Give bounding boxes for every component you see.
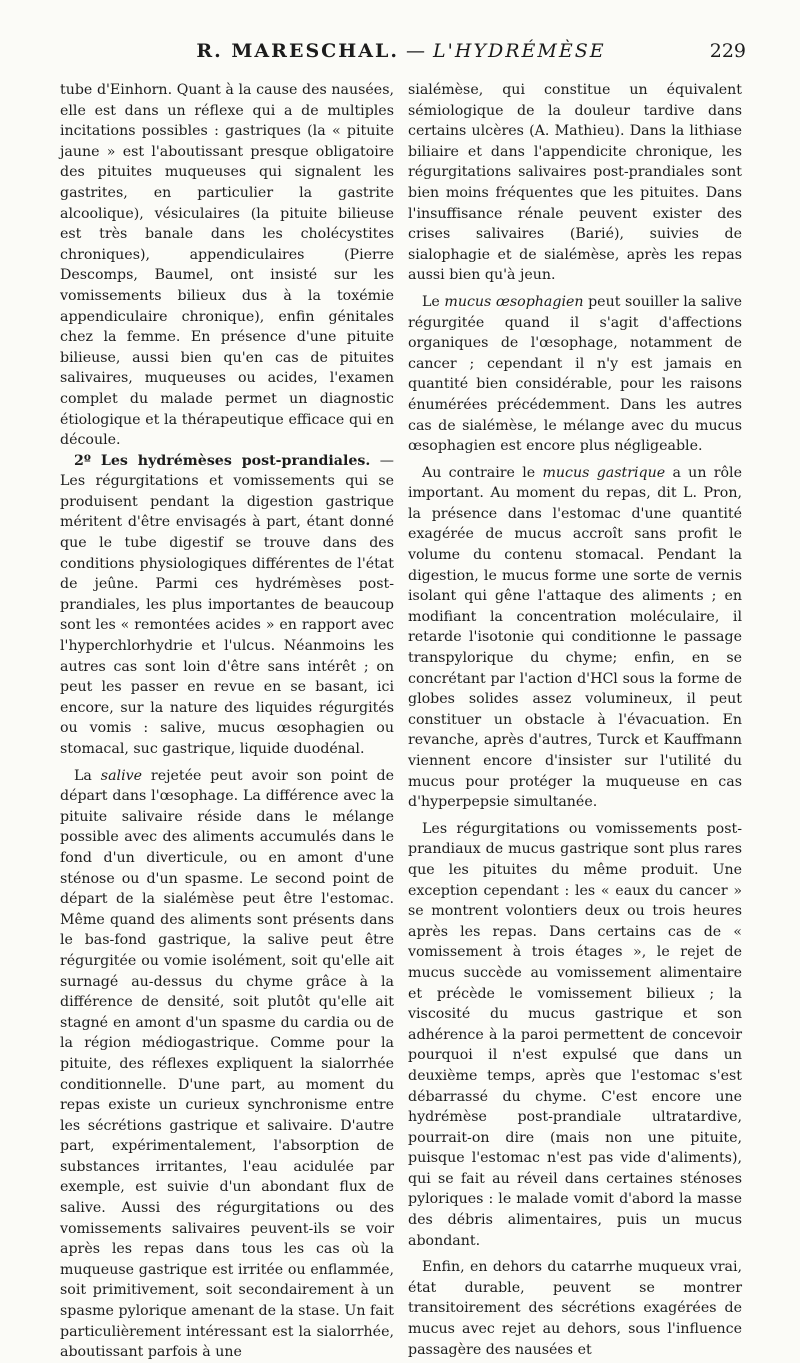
paragraph-salive: [60, 766, 394, 1363]
left-column: [60, 80, 394, 1363]
paragraph-text: — Les régurgitations et vomissements qui se produisent pendant la digestion gastrique méritent d'être envisagés à part, étant donné que le tube digestif se trouve dans des conditions physiologiques différentes de l'état de jeûne. Parmi ces hydrémèses post-prandiales, les plus importantes de beaucoup sont les « remontées acides » en rapport avec l'hyperchlorhydrie et l'ulcus. Néanmoins les autres cas sont loin d'être sans intérêt ; on peut les passer en revue en se basant, ici encore, sur la nature des liquides régurgités ou vomis : salive, mucus œsophagien ou stomacal, suc gastrique, liquide duodénal.: [60, 452, 394, 757]
paragraph-start: Le: [422, 293, 445, 310]
paragraph-mucus-gastrique: [408, 463, 742, 813]
paragraph-mucus-oesophagien: [408, 292, 742, 457]
running-title-separator: —: [398, 40, 434, 62]
paragraph-start: Au contraire le: [422, 464, 543, 481]
emphasis-term: mucus gastrique: [542, 464, 666, 481]
paragraph: tube d'Einhorn. Quant à la cause des nausées, elle est dans un réflexe qui a de multiples incitations possibles : gastriques (la « pituite jaune » est l'aboutissant presque obligatoire des pituites muqueuses qui signalent les gastrites, en particulier la gastrite alcoolique), vésiculaires (la pituite bilieuse est très banale dans les cholécystites chroniques), appendiculaires (Pierre Descomps, Baumel, ont insisté sur les vomissements bilieux dus à la toxémie appendiculaire chronique), enfin génitales chez la femme. En présence d'une pituite bilieuse, aussi bien qu'en cas de pituites salivaires, muqueuses ou acides, l'examen complet du malade permet un diagnostic étiologique et la thérapeutique efficace qui en découle.: [60, 82, 394, 449]
page-header: [56, 40, 746, 70]
paragraph-text: rejetée peut avoir son point de départ dans l'œsophage. La différence avec la pituite salivaire réside dans le mélange possible avec des aliments accumulés dans le fond d'un diverticule, ou en amont d'une sténose ou d'un spasme. Le second point de départ de la sialémèse peut être l'estomac. Même quand des aliments sont présents dans le bas-fond gastrique, la salive peut être régurgitée ou vomie isolément, soit qu'elle ait surnagé au-dessus du chyme grâce à la différence de densité, soit plutôt qu'elle ait stagné en amont d'un spasme du cardia ou de la région médiogastrique. Comme pour la pituite, des réflexes expliquent la sialorrhée conditionnelle. D'une part, au moment du repas existe un curieux synchronisme entre les sécrétions gastrique et salivaire. D'autre part, expérimentalement, l'absorption de substances irritantes, l'eau acidulée par exemple, est suivie d'un abondant flux de salive. Aussi des régurgitations ou des vomissements salivaires peuvent-ils se voir après les repas dans tous les cas où la muqueuse gastrique est irritée ou enflammée, soit primitivement, soit secondairement à un spasme pylorique amenant de la stase. Un fait particulièrement intéressant est la sialorrhée, aboutissant parfois à une: [60, 767, 395, 1361]
emphasis-term: salive: [100, 767, 143, 784]
paragraph-text: peut souiller la salive régurgitée quand il s'agit d'affections organiques de l'œsophage, notamment de cancer ; cependant il n'y est jamais en quantité bien considérable, pour les raisons énumérées précédemment. Dans les autres cas de sialémèse, le mélange avec du mucus œsophagien est encore plus négligeable.: [408, 293, 742, 455]
running-title: [56, 40, 746, 62]
paragraph-post-prandial: [60, 451, 394, 760]
paragraph: Enfin, en dehors du catarrhe muqueux vrai, état durable, peuvent se montrer transitoirement des sécrétions exagérées de mucus avec rejet au dehors, sous l'influence passagère des nausées et: [408, 1259, 742, 1358]
paragraph: Les régurgitations ou vomissements post-prandiaux de mucus gastrique sont plus rares que les pituites du même produit. Une exception cependant : les « eaux du cancer » se montrent volontiers deux ou trois heures après les repas. Dans certains cas de « vomissement à trois étages », le rejet de mucus succède au vomissement alimentaire et précède le vomissement bilieux ; la viscosité du mucus gastrique et son adhérence à la paroi permettent de concevoir pourquoi il n'est expulsé que dans un deuxième temps, après que l'estomac s'est débarrassé du chyme. C'est encore une hydrémèse post-prandiale ultratardive, pourrait-on dire (mais non une pituite, puisque l'estomac n'est pas vide d'aliments), qui se fait au réveil dans certaines sténoses pyloriques : le malade vomit d'abord la masse des débris alimentaires, puis un mucus abondant.: [408, 820, 742, 1249]
right-column: [408, 80, 742, 1360]
emphasis-term: mucus œsophagien: [444, 293, 584, 310]
running-title-author: R. MARESCHAL.: [196, 40, 399, 62]
paragraph: sialémèse, qui constitue un équivalent sémiologique de la douleur tardive dans certains ulcères (A. Mathieu). Dans la lithiase biliaire et dans l'appendicite chronique, les régurgitations salivaires post-prandiales sont bien moins fréquentes que les pituites. Dans l'insuffisance rénale peuvent exister des crises salivaires (Barié), suivies de sialophagie et de sialémèse, après les repas aussi bien qu'à jeun.: [408, 82, 742, 284]
paragraph-start: La: [74, 767, 101, 784]
running-title-text: L'HYDRÉMÈSE: [433, 40, 606, 62]
section-heading: 2º Les hydrémèses post-prandiales.: [74, 452, 371, 469]
paragraph-text: a un rôle important. Au moment du repas, dit L. Pron, la présence dans l'estomac d'une quantité exagérée de mucus accroît sans profit le volume du contenu stomacal. Pendant la digestion, le mucus forme une sorte de vernis isolant qui gêne l'attaque des aliments ; en modifiant la concentration moléculaire, il retarde l'isotonie qui conditionne le passage transpylorique du chyme; enfin, en se concrétant par l'action d'HCl sous la forme de globes solides assez volumineux, il peut constituer un obstacle à l'évacuation. En revanche, après d'autres, Turck et Kauffmann viennent encore d'insister sur l'utilité du mucus pour protéger la muqueuse en cas d'hyperpepsie simultanée.: [408, 464, 742, 811]
page-number: 229: [709, 40, 746, 62]
